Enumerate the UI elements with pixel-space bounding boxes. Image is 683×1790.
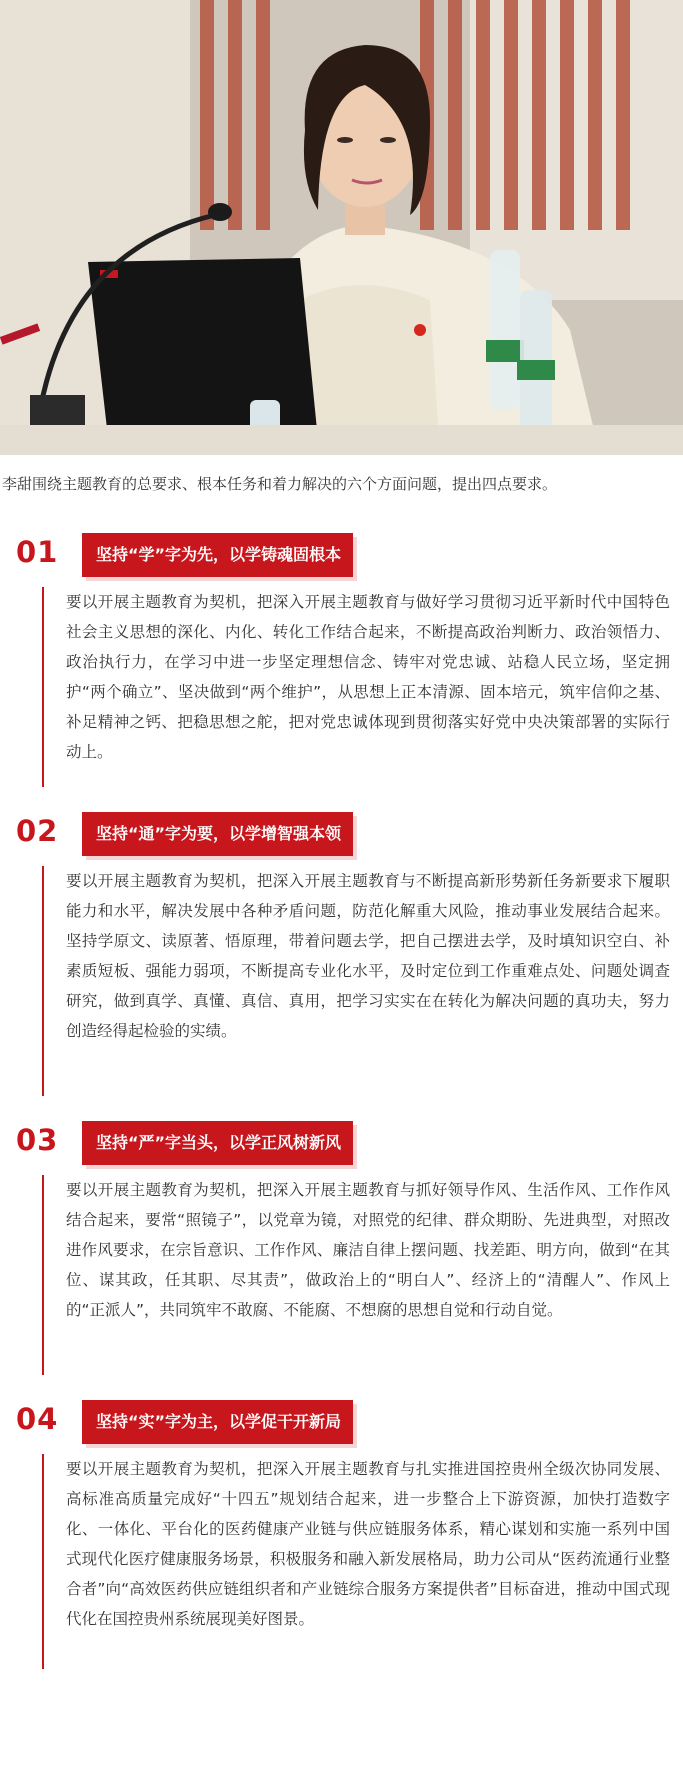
section-title: 坚持“严”字当头，以学正风树新风 [82,1121,353,1165]
section-number: 04 [16,1402,59,1436]
section-body-03 [42,1175,670,1375]
section-title: 坚持“通”字为要，以学增智强本领 [82,812,353,856]
section-number: 01 [16,535,59,569]
section-header-02 [0,812,683,856]
section-title: 坚持“学”字为先，以学铸魂固根本 [82,533,353,577]
section-body-02 [42,866,670,1096]
section-header-04 [0,1400,683,1444]
section-body-01 [42,587,670,787]
section-number: 03 [16,1123,59,1157]
section-body-04 [42,1454,670,1669]
section-paragraph: 要以开展主题教育为契机，把深入开展主题教育与做好学习贯彻习近平新时代中国特色社会主义思想的深化、内化、转化工作结合起来，不断提高政治判断力、政治领悟力、政治执行力，在学习中进一步坚定理想信念、铸牢对党忠诚、站稳人民立场，坚定拥护“两个确立”、坚决做到“两个维护”，从思想上正本清源、固本培元，筑牢信仰之基、补足精神之钙、把稳思想之舵，把对党忠诚体现到贯彻落实好党中央决策部署的实际行动上。 [66,593,670,761]
section-header-01 [0,533,683,577]
section-header-03 [0,1121,683,1165]
section-title: 坚持“实”字为主，以学促干开新局 [82,1400,353,1444]
section-paragraph: 要以开展主题教育为契机，把深入开展主题教育与抓好领导作风、生活作风、工作作风结合起来，要常“照镜子”，以党章为镜，对照党的纪律、群众期盼、先进典型，对照改进作风要求，在宗旨意识、工作作风、廉洁自律上摆问题、找差距、明方向，做到“在其位、谋其政，任其职、尽其责”，做政治上的“明白人”、经济上的“清醒人”、作风上的“正派人”，共同筑牢不敢腐、不能腐、不想腐的思想自觉和行动自觉。 [66,1181,670,1319]
photo-caption: 李甜围绕主题教育的总要求、根本任务和着力解决的六个方面问题，提出四点要求。 [2,475,558,493]
section-paragraph: 要以开展主题教育为契机，把深入开展主题教育与不断提高新形势新任务新要求下履职能力和水平，解决发展中各种矛盾问题，防范化解重大风险，推动事业发展结合起来。坚持学原文、读原著、悟原理，带着问题去学，把自己摆进去学，及时填知识空白、补素质短板、强能力弱项，不断提高专业化水平，及时定位到工作重难点处、问题处调查研究，做到真学、真懂、真信、真用，把学习实实在在转化为解决问题的真功夫，努力创造经得起检验的实绩。 [66,872,670,1040]
section-paragraph: 要以开展主题教育为契机，把深入开展主题教育与扎实推进国控贵州全级次协同发展、高标准高质量完成好“十四五”规划结合起来，进一步整合上下游资源，加快打造数字化、一体化、平台化的医药健康产业链与供应链服务体系，精心谋划和实施一系列中国式现代化医疗健康服务场景，积极服务和融入新发展格局，助力公司从“医药流通行业整合者”向“高效医药供应链组织者和产业链综合服务方案提供者”目标奋进，推动中国式现代化在国控贵州系统展现美好图景。 [66,1460,670,1628]
section-number: 02 [16,814,59,848]
meeting-photo [0,0,683,455]
